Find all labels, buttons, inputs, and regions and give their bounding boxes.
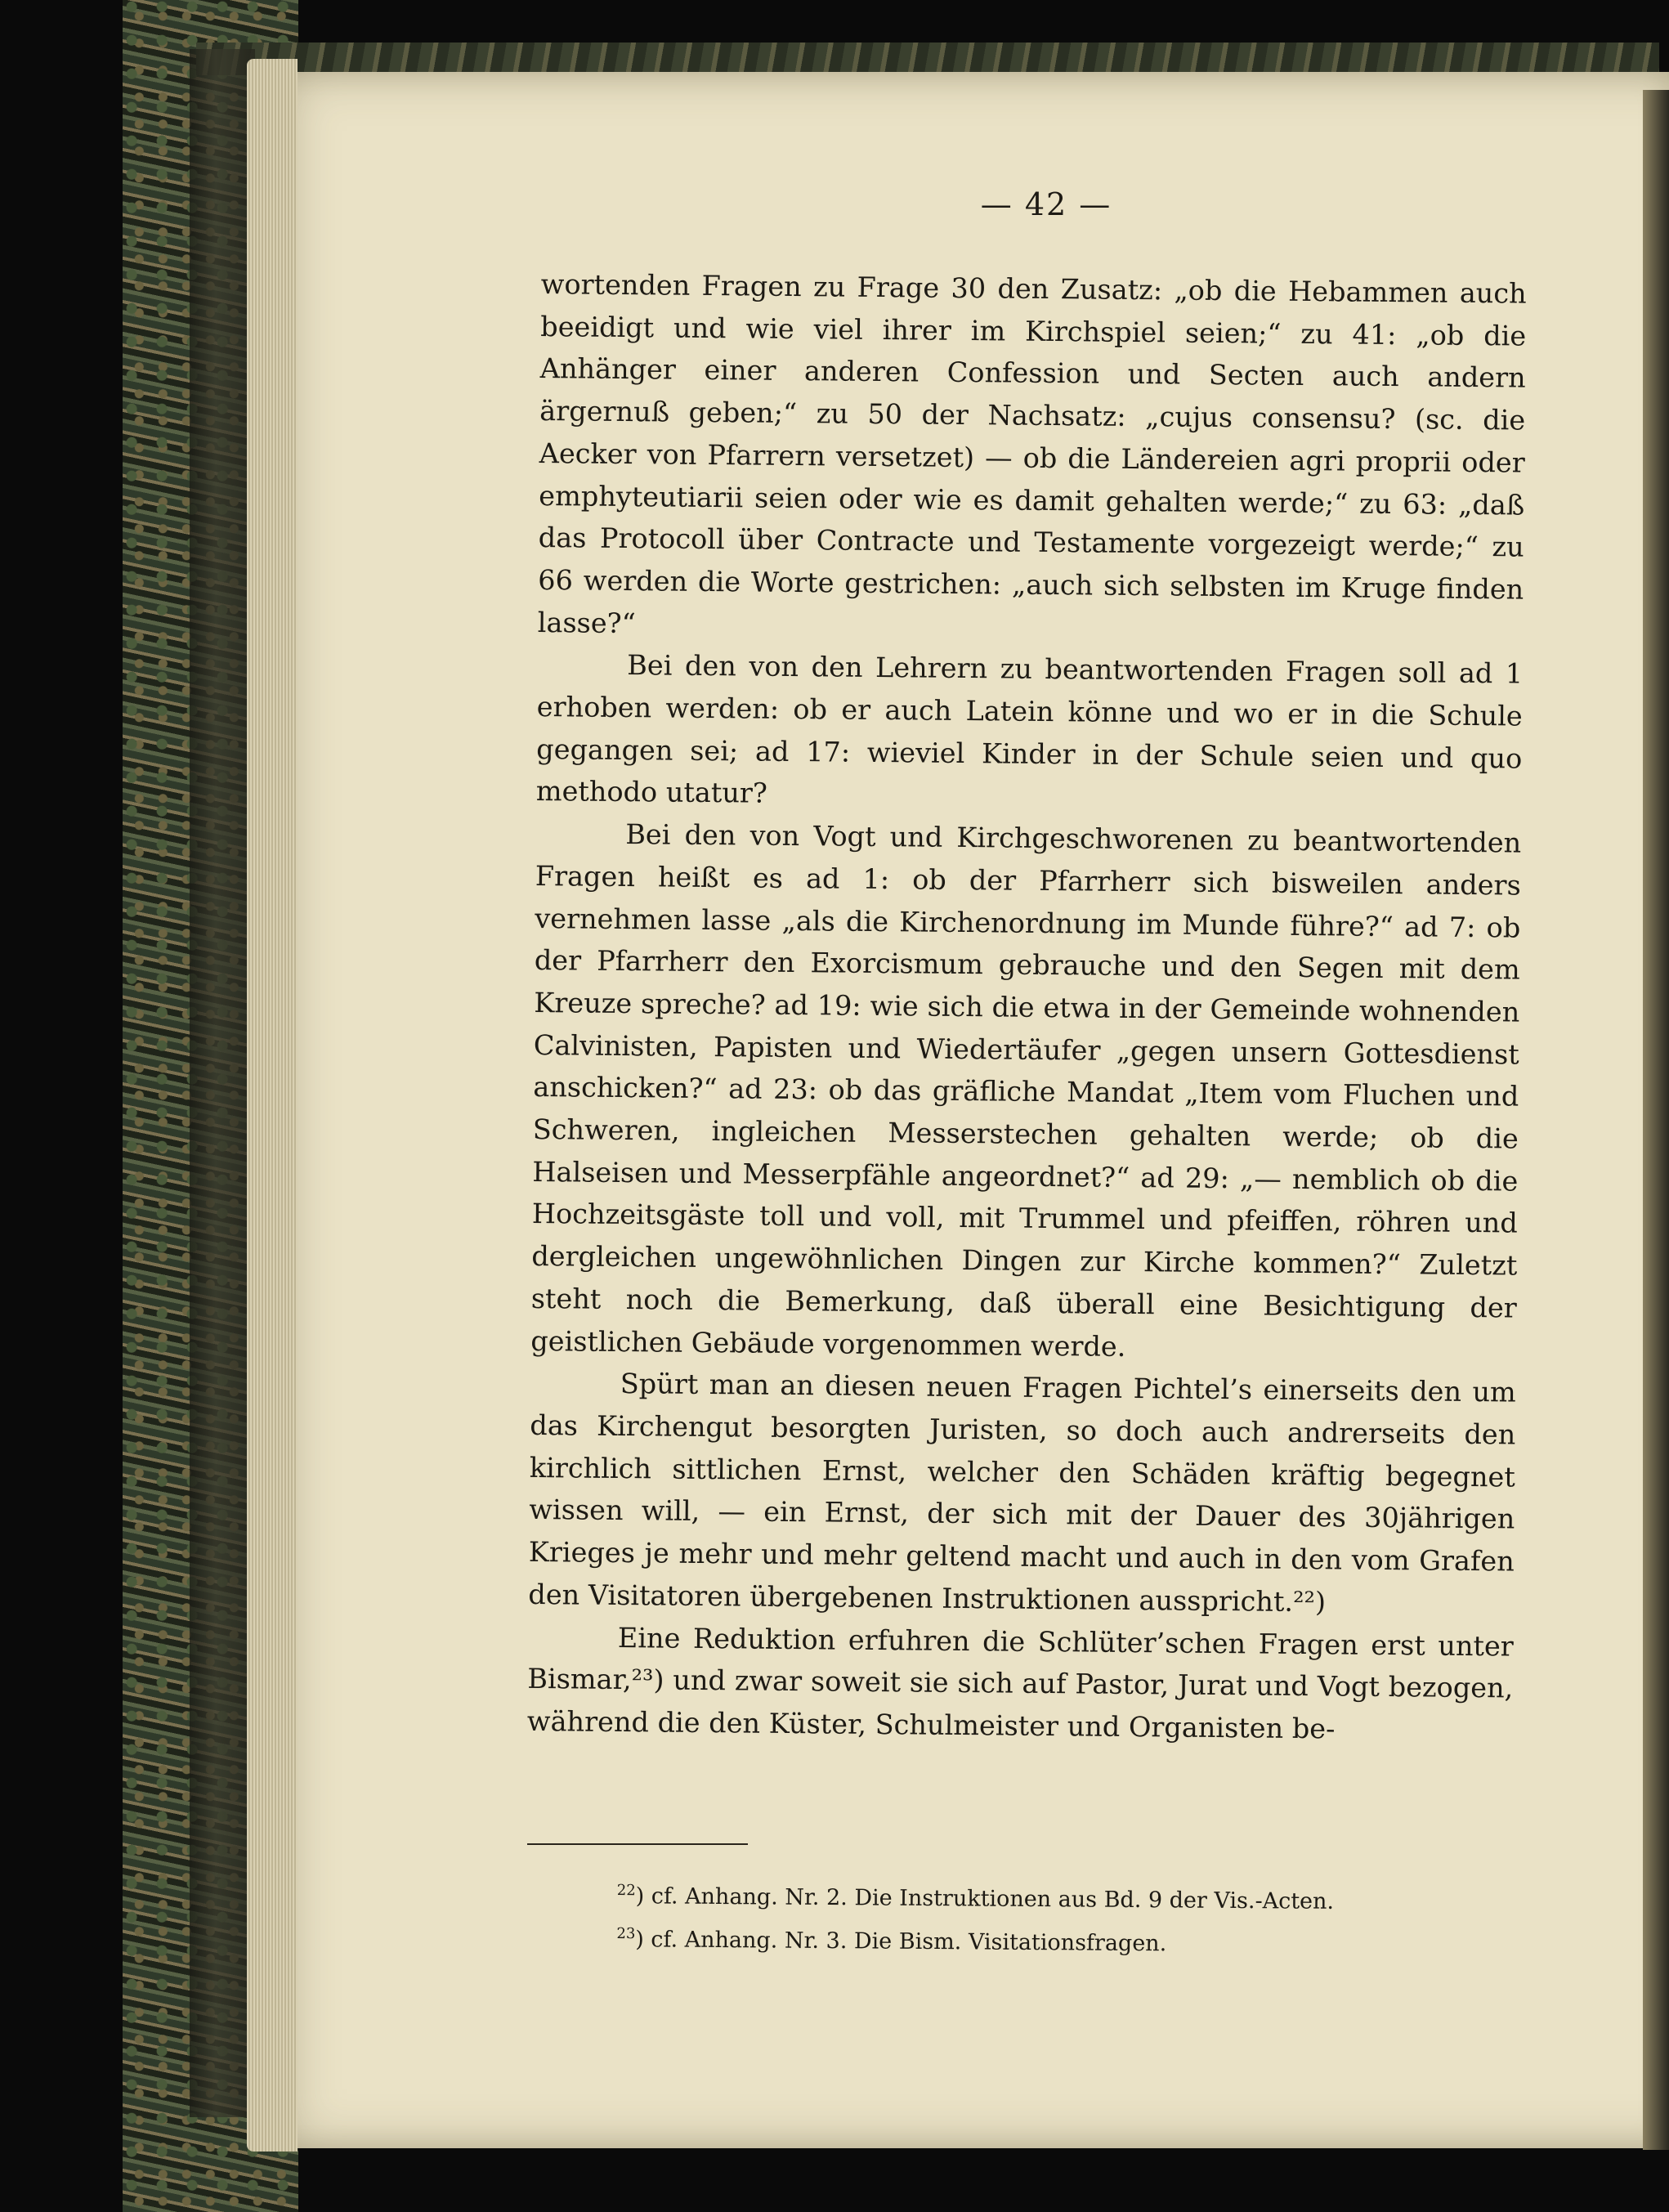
cover-spine-shadow [190, 49, 255, 2117]
footnote-rule [527, 1843, 748, 1845]
paragraph-teachers: Bei den von den Lehrern zu beantwortenden Fragen soll ad 1 erhoben werden: ob er auch Latein könne und wo er in die Schule gegangen sei; ad 17: wieviel Kinder in der Schule seien und quo methodo utatur? [535, 649, 1524, 810]
footnote-mark: 22 [616, 1881, 636, 1900]
page-gutter [1643, 90, 1669, 2150]
footnote-text: ) cf. Anhang. Nr. 2. Die Instruktionen aus Bd. 9 der Vis.-Acten. [635, 1883, 1335, 1914]
paragraph-reduktion: Eine Reduktion erfuhren die Schlüter’schen Fragen erst unter Bismar,²³) und zwar soweit sie sich auf Pastor, Jurat und Vogt bezogen, während die den Küster, Schulmeister und Organisten be- [526, 1621, 1515, 1745]
cover-top-edge [196, 43, 1659, 75]
body-text [527, 263, 1527, 1752]
footnote-23 [616, 1915, 1515, 1966]
paragraph-continuation: wortenden Fragen zu Frage 30 den Zusatz: „ob die Hebammen auch beeidigt und wie viel ihrer im Kirchspiel seien;“ zu 41: „ob die Anhänger einer anderen Confession und Secten auch andern ärgernuß geben;“ zu 50 der Nachsatz: „cujus consensu? (sc. die Aecker von Pfarrern versetzet) — ob die Ländereien agri proprii oder emphyteutiarii seien oder wie es damit gehalten werde;“ zu 63: „daß das Protocoll über Contracte und Testamente vorgezeigt werde;“ zu 66 werden die Worte gestrichen: „auch sich selbsten im Kruge finden lasse?“ [537, 267, 1527, 639]
page-edges-stack [247, 59, 298, 2152]
footnote-mark: 23 [616, 1924, 636, 1943]
page-number: — 42 — [980, 186, 1112, 222]
footnote-22 [617, 1872, 1516, 1923]
paragraph-pichtel: Spürt man an diesen neuen Fragen Pichtel’s einerseits den um das Kirchengut besorgten Juristen, so doch auch andrerseits den kirchlich sittlichen Ernst, welcher den Schäden kräftig begegnet wissen will, — ein Ernst, der sich mit der Dauer des 30jährigen Krieges je mehr und mehr geltend macht und auch in den vom Grafen den Visitatoren übergebenen Instruktionen ausspricht.²²) [528, 1368, 1516, 1619]
footnotes [616, 1872, 1516, 1966]
paragraph-vogt: Bei den von Vogt und Kirchgeschworenen zu beantwortenden Fragen heißt es ad 1: ob der Pfarrherr sich bisweilen anders vernehmen lasse „als die Kirchenordnung im Munde führe?“ ad 7: ob der Pfarrherr den Exorcismum gebrauche und den Segen mit dem Kreuze spreche? ad 19: wie sich die etwa in der Gemeinde wohnenden Calvinisten, Papisten und Wiedertäufer „gegen unsern Gottesdienst anschicken?“ ad 23: ob das gräfliche Mandat „Item vom Fluchen und Schweren, ingleichen Messerstechen gehalten werde; ob die Halseisen und Messerpfähle angeordnet?“ ad 29: „— nemblich ob die Hochzeitsgäste toll und voll, mit Trummel und pfeiffen, röhren und dergleichen ungewöhnlichen Dingen zur Kirche kommen?“ Zuletzt steht noch die Bemerkung, daß überall eine Besichtigung der geistlichen Gebäude vorgenommen werde. [530, 818, 1522, 1363]
footnote-text: ) cf. Anhang. Nr. 3. Die Bism. Visitationsfragen. [635, 1927, 1167, 1957]
